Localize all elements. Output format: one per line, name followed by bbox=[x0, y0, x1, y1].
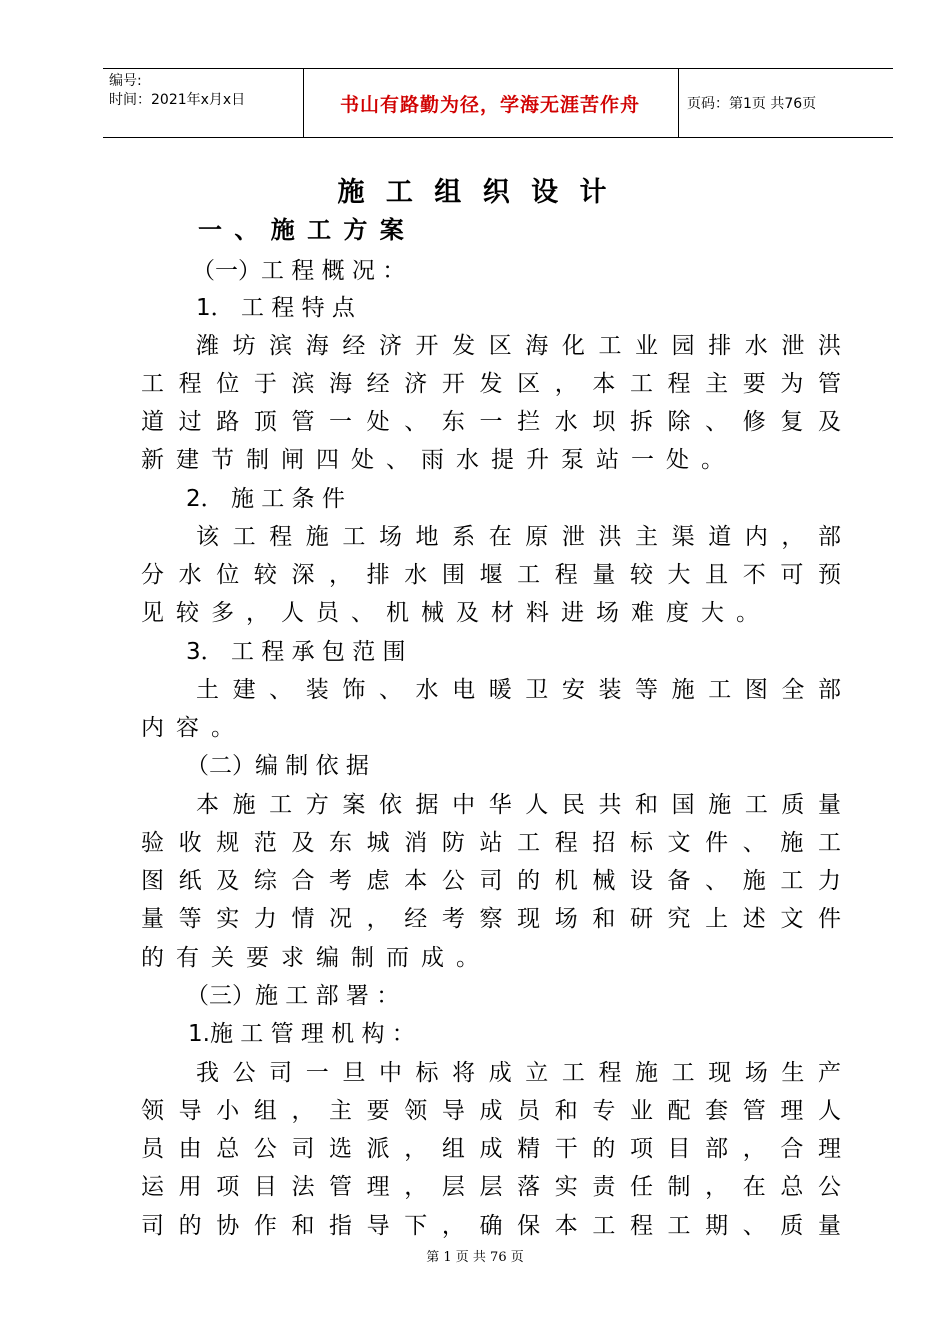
heading-management-organization: 1.施 工 管 理 机 构 ： bbox=[188, 1021, 415, 1047]
paragraph-line: 运用项目法管理，层层落实责任制，在总公 bbox=[141, 1174, 841, 1200]
paragraph-line: 见较多，人员、机械及材料进场难度大。 bbox=[141, 600, 771, 626]
section-heading-1: 一 、 施 工 方 案 bbox=[198, 216, 406, 244]
subsection-heading-overview: （一）工 程 概 况 ： bbox=[192, 258, 406, 284]
paragraph-line: 土建、装饰、水电暖卫安装等施工图全部 bbox=[196, 677, 841, 703]
subsection-heading-basis: （二）编 制 依 据 bbox=[186, 753, 369, 779]
paragraph-line: 图纸及综合考虑本公司的机械设备、施工力 bbox=[141, 868, 841, 894]
subsection-heading-deployment: （三）施 工 部 署 ： bbox=[186, 983, 400, 1009]
header-date-label: 时间：2021年x月x日 bbox=[109, 92, 246, 108]
heading-project-features: 1． 工 程 特 点 bbox=[196, 295, 355, 321]
paragraph-line: 工程位于滨海经济开发区，本工程主要为管 bbox=[141, 371, 841, 397]
paragraph-line: 我公司一旦中标将成立工程施工现场生产 bbox=[196, 1060, 841, 1086]
paragraph-line: 的有关要求编制而成。 bbox=[141, 945, 491, 971]
paragraph-line: 潍坊滨海经济开发区海化工业园排水泄洪 bbox=[196, 333, 841, 359]
header-motto: 书山有路勤为径，学海无涯苦作舟 bbox=[339, 93, 640, 116]
paragraph-line: 内容。 bbox=[141, 715, 246, 741]
paragraph-line: 本施工方案依据中华人民共和国施工质量 bbox=[196, 792, 841, 818]
header-number-label: 编号: bbox=[109, 73, 142, 89]
paragraph-line: 道过路顶管一处、东一拦水坝拆除、修复及 bbox=[141, 409, 841, 435]
paragraph-line: 新建节制闸四处、雨水提升泵站一处。 bbox=[141, 447, 736, 473]
paragraph-line: 员由总公司选派，组成精干的项目部，合理 bbox=[141, 1136, 841, 1162]
header-meta bbox=[103, 69, 303, 137]
page-header bbox=[103, 68, 893, 138]
paragraph-line: 领导小组，主要领导成员和专业配套管理人 bbox=[141, 1098, 841, 1124]
header-page-info: 页码：第1页 共76页 bbox=[687, 96, 817, 112]
page-footer: 第 1 页 共 76 页 bbox=[426, 1250, 524, 1265]
paragraph-line: 分水位较深，排水围堰工程量较大且不可预 bbox=[141, 562, 841, 588]
paragraph-line: 验收规范及东城消防站工程招标文件、施工 bbox=[141, 830, 841, 856]
document-title: 施 工 组 织 设 计 bbox=[337, 177, 613, 208]
paragraph-line: 司的协作和指导下，确保本工程工期、质量 bbox=[141, 1213, 841, 1239]
heading-construction-conditions: 2． 施 工 条 件 bbox=[186, 486, 345, 512]
paragraph-line: 量等实力情况，经考察现场和研究上述文件 bbox=[141, 906, 841, 932]
paragraph-line: 该工程施工场地系在原泄洪主渠道内，部 bbox=[196, 524, 841, 550]
heading-contract-scope: 3． 工 程 承 包 范 围 bbox=[186, 639, 406, 665]
